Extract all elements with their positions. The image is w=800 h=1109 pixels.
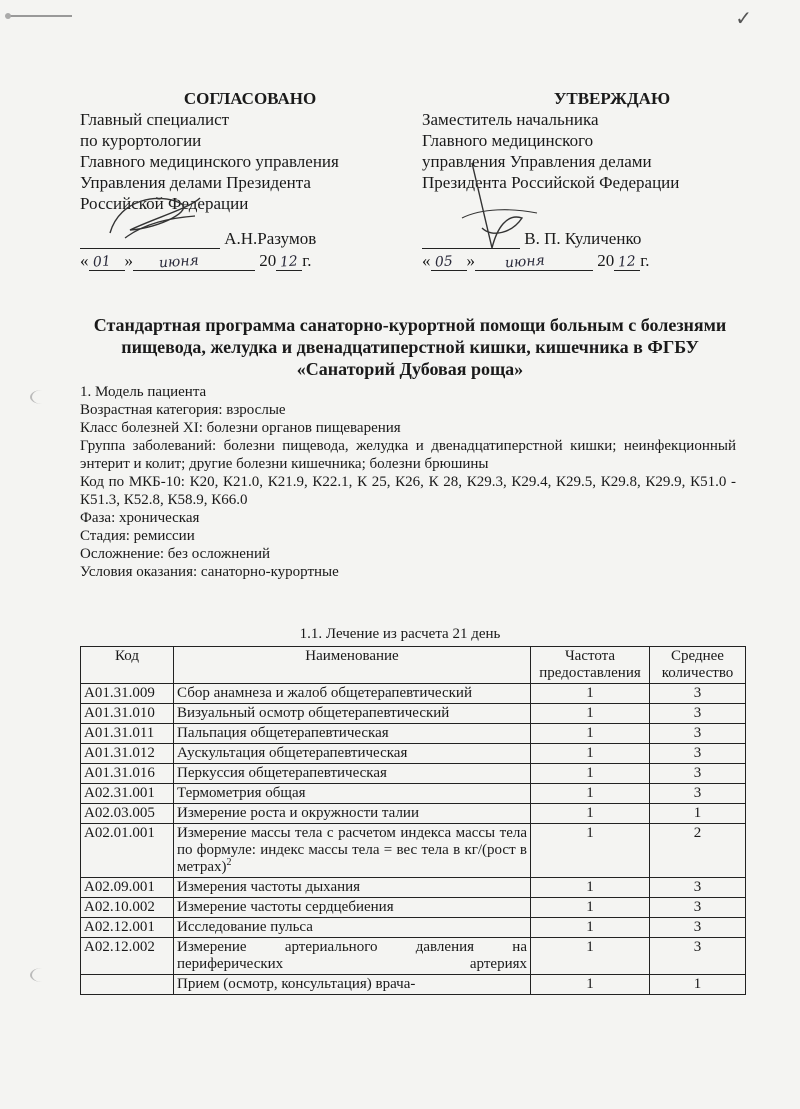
stage: Стадия: ремиссии [80,528,195,544]
table-row [81,878,746,898]
cell-frequency: 1 [531,898,650,918]
table-row [81,918,746,938]
approval-approved-heading: УТВЕРЖДАЮ [553,89,671,108]
staple-mark [4,12,74,20]
approval-line: Заместитель начальника [422,110,599,129]
table-header-row [81,647,746,684]
approval-approved-block [422,88,742,271]
date-year-handwritten: 12 [617,253,637,271]
signer-name: А.Н.Разумов [224,229,317,248]
cell-frequency: 1 [531,824,650,878]
cell-name: Исследование пульса [174,918,531,938]
cell-average: 3 [650,784,746,804]
cell-frequency: 1 [531,918,650,938]
cell-average: 3 [650,704,746,724]
handwritten-signature [452,158,542,258]
cell-average: 3 [650,938,746,975]
cell-code: А01.31.010 [81,704,174,724]
punch-hole-mark [30,968,54,982]
section-heading: 1. Модель пациента [80,384,207,400]
cell-name: Сбор анамнеза и жалоб общетерапевтический [174,684,531,704]
table-caption: 1.1. Лечение из расчета 21 день [299,626,501,642]
cell-average: 3 [650,878,746,898]
approval-line: Главного медицинского управления [80,152,339,171]
date-day-handwritten: 05 [433,253,453,271]
cell-frequency: 1 [531,684,650,704]
cell-name: Измерения частоты дыхания [174,878,531,898]
cell-code: А02.12.001 [81,918,174,938]
cell-name: Измерение частоты сердцебиения [174,898,531,918]
handwritten-signature [100,188,210,248]
approval-line: Главного медицинского [422,131,594,150]
column-header-name: Наименование [174,647,531,684]
cell-code: А01.31.012 [81,744,174,764]
cell-code: А01.31.016 [81,764,174,784]
cell-name: Визуальный осмотр общетерапевтический [174,704,531,724]
cell-average: 3 [650,764,746,784]
table-row [81,724,746,744]
cell-name: Измерение артериального давления на периферических артериях [174,938,531,975]
cell-name: Перкуссия общетерапевтическая [174,764,531,784]
cell-frequency: 1 [531,938,650,975]
cell-name: Аускультация общетерапевтическая [174,744,531,764]
column-header-average: Среднее количество [650,647,746,684]
cell-code: А02.01.001 [81,824,174,878]
cell-frequency: 1 [531,804,650,824]
cell-name: Пальпация общетерапевтическая [174,724,531,744]
services-table [80,646,746,995]
signature-row [422,228,742,250]
column-header-code: Код [81,647,174,684]
cell-code: А02.10.002 [81,898,174,918]
punch-hole-mark [30,390,54,404]
care-conditions: Условия оказания: санаторно-курортные [80,564,339,580]
approval-section [80,88,740,288]
cell-frequency: 1 [531,764,650,784]
approval-line: Главный специалист [80,110,230,129]
cell-frequency: 1 [531,704,650,724]
date-month-handwritten: июня [158,252,200,272]
cell-code: А01.31.011 [81,724,174,744]
superscript: 2 [226,857,232,868]
cell-code [81,975,174,995]
cell-average: 2 [650,824,746,878]
signature-row [80,228,400,250]
cell-code: А01.31.009 [81,684,174,704]
patient-model-section [80,383,736,581]
column-header-frequency: Частота предоставления [531,647,650,684]
age-category: Возрастная категория: взрослые [80,402,286,418]
table-row [81,804,746,824]
cell-frequency: 1 [531,975,650,995]
check-mark-icon: ✓ [735,8,752,30]
document-title: Стандартная программа санаторно-курортной помощи больным с болезнями пищевода, желудка и двенадцатиперстной кишки, кишечника в ФГБУ «Санаторий Дубовая роща» [93,315,727,379]
approval-agreed-block [80,88,400,271]
cell-average: 1 [650,804,746,824]
cell-name: Измерение роста и окружности талии [174,804,531,824]
cell-name: Термометрия общая [174,784,531,804]
cell-average: 3 [650,744,746,764]
approval-line: Президента Российской Федерации [422,173,680,192]
table-row [81,704,746,724]
table-row [81,938,746,975]
cell-frequency: 1 [531,784,650,804]
table-row [81,784,746,804]
approval-line: Управления делами Президента [80,173,311,192]
cell-frequency: 1 [531,724,650,744]
phase: Фаза: хроническая [80,510,200,526]
cell-average: 3 [650,724,746,744]
cell-name: Прием (осмотр, консультация) врача- [174,975,531,995]
disease-group: Группа заболеваний: болезни пищевода, желудка и двенадцатиперстной кишки; неинфекционный энтерит и колит; другие болезни кишечника; болезни брюшины [80,438,736,472]
icd-codes: Код по МКБ-10: К20, К21.0, К21.9, К22.1, К 25, К26, К 28, К29.3, К29.4, К29.5, К29.8, К29.9, К51.0 - К51.3, К52.8, К58.9, К66.0 [80,474,736,508]
date-day-handwritten: 01 [91,253,111,271]
approval-line: Российской Федерации [80,194,249,213]
table-row [81,824,746,878]
cell-code: А02.03.005 [81,804,174,824]
cell-frequency: 1 [531,878,650,898]
cell-average: 3 [650,918,746,938]
cell-code: А02.09.001 [81,878,174,898]
approval-date: « 01 » июня 20 12 г. [80,250,400,271]
approval-line: по курортологии [80,131,202,150]
cell-average: 3 [650,898,746,918]
cell-name: Измерение массы тела с расчетом индекса массы тела по формуле: индекс массы тела = вес тела в кг/(рост в метрах)$^2$ [174,824,531,878]
table-row [81,764,746,784]
cell-average: 1 [650,975,746,995]
cell-code: А02.12.002 [81,938,174,975]
cell-average: 3 [650,684,746,704]
signer-name: В. П. Куличенко [524,229,642,248]
date-year-handwritten: 12 [279,253,299,271]
table-row [81,975,746,995]
table-row [81,898,746,918]
cell-code: А02.31.001 [81,784,174,804]
approval-line: управления Управления делами [422,152,652,171]
table-row [81,684,746,704]
table-row [81,744,746,764]
cell-frequency: 1 [531,744,650,764]
complication: Осложнение: без осложнений [80,546,271,562]
approval-agreed-heading: СОГЛАСОВАНО [183,89,317,108]
approval-date: « 05 » июня 20 12 г. [422,250,742,271]
date-month-handwritten: июня [504,252,546,272]
disease-class: Класс болезней XI: болезни органов пищеварения [80,420,401,436]
